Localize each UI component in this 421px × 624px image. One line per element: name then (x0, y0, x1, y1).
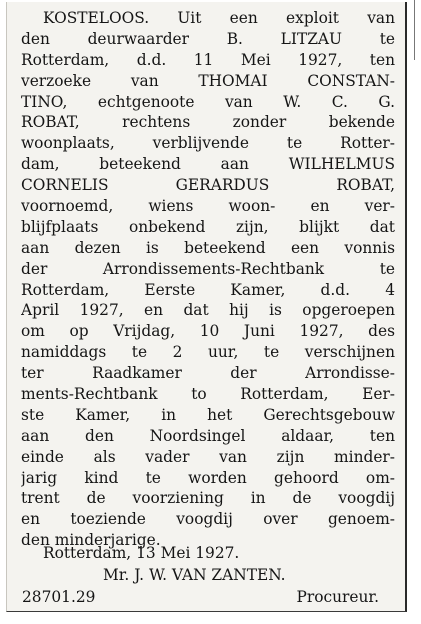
notice-line: ter Raadkamer der Arrondisse- (21, 364, 395, 383)
notice-line: den deurwaarder B. LITZAU te (21, 29, 395, 48)
notice-body (21, 8, 395, 551)
signatory-role: Procureur. (296, 588, 379, 606)
notice-line: woonplaats, verblijvende te Rotter- (21, 134, 395, 153)
notice-line: TINO, echtgenoote van W. C. G. (21, 92, 395, 111)
notice-line: KOSTELOOS. Uit een exploit van (43, 9, 395, 27)
notice-line: verzoeke van THOMAI CONSTAN- (21, 71, 395, 90)
notice-line: aan den Noordsingel aldaar, ten (21, 426, 395, 445)
notice-line: einde als vader van zijn minder- (21, 447, 395, 466)
notice-line: voornoemd, wiens woon- en ver- (21, 197, 395, 216)
notice-line: dam, beteekend aan WILHELMUS (21, 155, 395, 174)
notice-line: ments-Rechtbank to Rotterdam, Eer- (21, 385, 395, 404)
page-edge-line (414, 0, 421, 60)
notice-line: blijfplaats onbekend zijn, blijkt dat (21, 217, 395, 236)
notice-line: jarig kind te worden gehoord om- (21, 468, 395, 487)
reference-number: 28701.29 (22, 588, 96, 606)
notice-line: trent de voorziening in de voogdij (21, 489, 395, 508)
dateline: Rotterdam, 13 Mei 1927. (43, 544, 240, 562)
notice-line: Rotterdam, Eerste Kamer, d.d. 4 (21, 280, 395, 299)
notice-line: ste Kamer, in het Gerechtsgebouw (21, 405, 395, 424)
notice-line: om op Vrijdag, 10 Juni 1927, des (21, 322, 395, 341)
notice-line: CORNELIS GERARDUS ROBAT, (21, 176, 395, 195)
signature: Mr. J. W. VAN ZANTEN. (103, 566, 286, 584)
notice-line: en toeziende voogdij over genoem- (21, 510, 395, 529)
notice-line: ROBAT, rechtens zonder bekende (21, 113, 395, 132)
notice-line: April 1927, en dat hij is opgeroepen (21, 301, 395, 320)
newspaper-clipping (6, 2, 407, 612)
notice-line: der Arrondissements-Rechtbank te (21, 259, 395, 278)
notice-line: den minderjarige. (21, 531, 161, 550)
notice-line: Rotterdam, d.d. 11 Mei 1927, ten (21, 50, 395, 69)
notice-line: aan dezen is beteekend een vonnis (21, 238, 395, 257)
notice-line: namiddags te 2 uur, te verschijnen (21, 343, 395, 362)
